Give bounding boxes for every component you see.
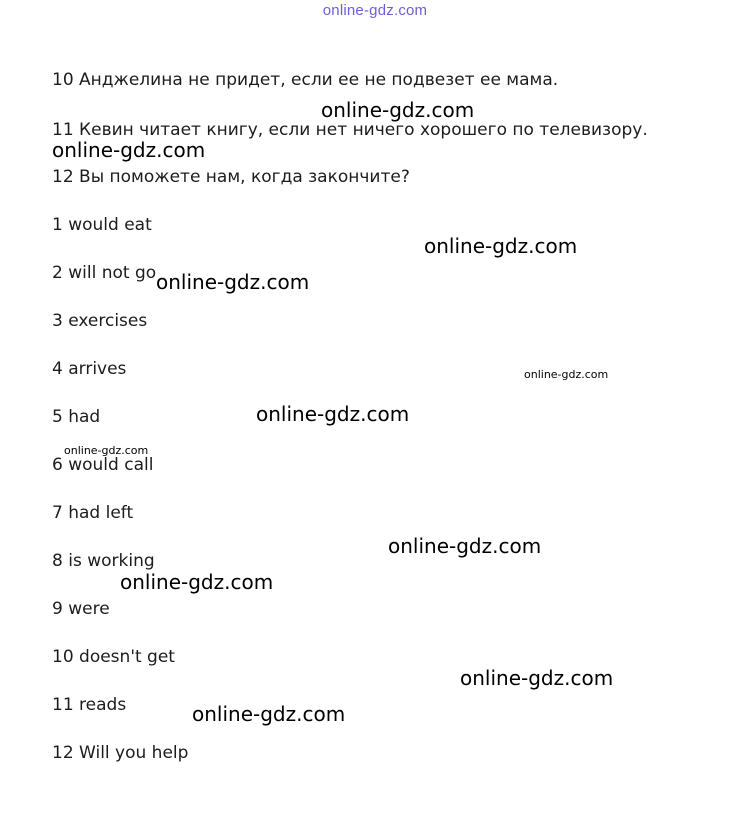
answer-line-11: 11 reads	[52, 695, 127, 715]
watermark: online-gdz.com	[321, 98, 475, 122]
watermark-small: online-gdz.com	[524, 368, 609, 381]
watermark: online-gdz.com	[424, 234, 578, 258]
translation-line-10: 10 Анджелина не придет, если ее не подвезет ее мама.	[52, 70, 559, 90]
watermark: online-gdz.com	[256, 402, 410, 426]
watermark: online-gdz.com	[120, 570, 274, 594]
site-header-watermark: online-gdz.com	[322, 2, 428, 19]
watermark: online-gdz.com	[460, 666, 614, 690]
translation-line-12: 12 Вы поможете нам, когда закончите?	[52, 167, 410, 187]
answer-line-6: 6 would call	[52, 455, 154, 475]
answer-line-1: 1 would eat	[52, 215, 152, 235]
watermark: online-gdz.com	[192, 702, 346, 726]
watermark: online-gdz.com	[52, 138, 206, 162]
answer-line-3: 3 exercises	[52, 311, 148, 331]
answer-line-7: 7 had left	[52, 503, 134, 523]
answer-line-10: 10 doesn't get	[52, 647, 175, 667]
answer-line-4: 4 arrives	[52, 359, 127, 379]
answer-line-9: 9 were	[52, 599, 110, 619]
answer-line-12: 12 Will you help	[52, 743, 189, 763]
watermark: online-gdz.com	[388, 534, 542, 558]
watermark: online-gdz.com	[156, 270, 310, 294]
answer-line-8: 8 is working	[52, 551, 155, 571]
answer-line-2: 2 will not go	[52, 263, 157, 283]
answer-line-5: 5 had	[52, 407, 101, 427]
translation-line-11: 11 Кевин читает книгу, если нет ничего хорошего по телевизору.	[52, 120, 648, 140]
watermark-small: online-gdz.com	[64, 444, 149, 457]
